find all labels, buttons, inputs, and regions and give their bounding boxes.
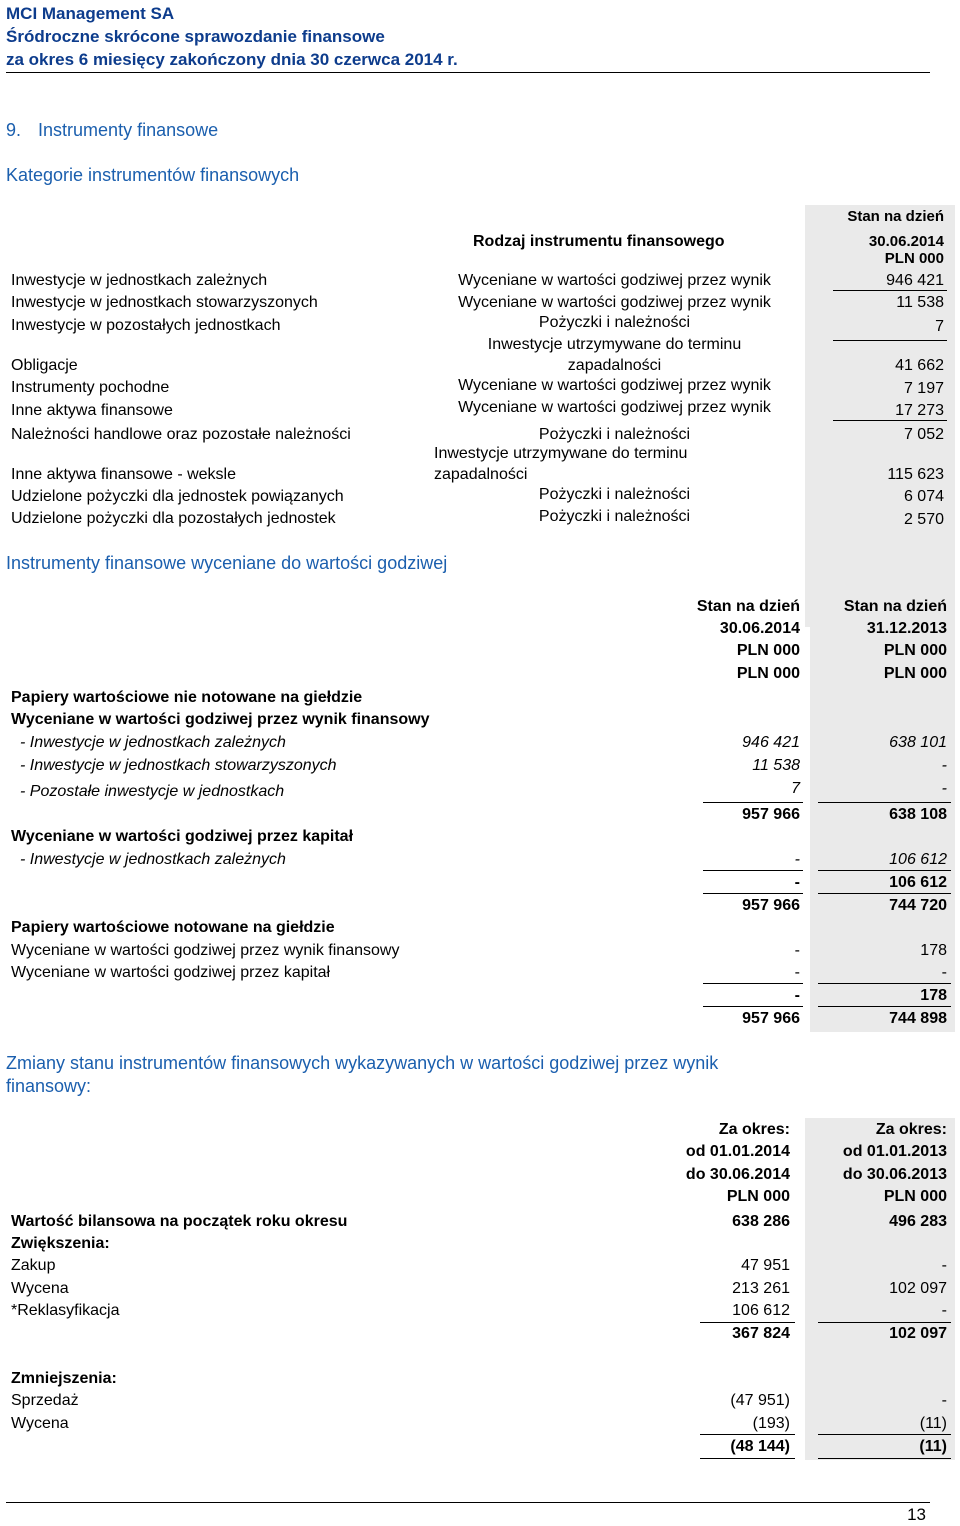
t1-col-type: Rodzaj instrumentu finansowego [473, 233, 725, 250]
ch-col1-l4: PLN 000 [726, 1188, 790, 1205]
row-type: Pożyczki i należności [538, 508, 691, 525]
page-number: 13 [907, 1505, 926, 1524]
ch-col1-l2: od 01.01.2014 [685, 1143, 790, 1160]
row-type: Wyceniane w wartości godziwej przez wynik [458, 272, 771, 289]
item-v2: - [941, 1392, 947, 1409]
fv-total-v1: 957 966 [742, 1010, 800, 1027]
fv-total-v2: 744 720 [889, 897, 947, 914]
header-divider [6, 72, 930, 73]
underline [703, 893, 803, 894]
row-value: 7 052 [903, 426, 944, 443]
row-type-line1: Inwestycje utrzymywane do terminu [434, 445, 688, 462]
section-number: 9. [6, 120, 22, 140]
row-value: 17 273 [895, 402, 944, 419]
fv-subtotal-v2: 106 612 [889, 874, 947, 891]
list-item: Wycena [11, 1415, 69, 1432]
decreases-total-v2: (11) [919, 1438, 947, 1455]
underline [833, 420, 947, 421]
fv-row-v1: - [794, 942, 800, 959]
table-row: Udzielone pożyczki dla jednostek powiązanych [11, 488, 344, 505]
report-period: za okres 6 miesięcy zakończony dnia 30 czerwca 2014 r. [6, 50, 458, 69]
decreases-total-v1: (48 144) [730, 1438, 790, 1455]
fv-col2-l4: PLN 000 [883, 665, 947, 682]
table-row: Instrumenty pochodne [11, 379, 170, 396]
changes-section-title-line1: Zmiany stanu instrumentów finansowych wykazywanych w wartości godziwej przez wynik [6, 1053, 719, 1073]
row-value: 2 570 [903, 511, 944, 528]
underline [818, 1434, 951, 1435]
row-type: Pożyczki i należności [538, 426, 691, 443]
list-item: Sprzedaż [11, 1392, 79, 1409]
underline [818, 1458, 951, 1459]
ch-col2-l2: od 01.01.2013 [842, 1143, 947, 1160]
row-type: Pożyczki i należności [538, 314, 691, 331]
fv-col1-l3: PLN 000 [736, 642, 800, 659]
ch-col2-l1: Za okres: [875, 1121, 947, 1138]
fv-col1-l1: Stan na dzień [696, 598, 800, 615]
fv-row-v1: - [794, 851, 800, 868]
row-value: 7 197 [903, 380, 944, 397]
underline [703, 983, 803, 984]
row-type: Wyceniane w wartości godziwej przez wynik [458, 399, 771, 416]
footer-divider [6, 1502, 930, 1503]
table-row: Inwestycje w jednostkach zależnych [11, 272, 268, 289]
fv-row-v1: 11 538 [752, 757, 800, 774]
underline [703, 1006, 803, 1007]
company-name: MCI Management SA [6, 4, 175, 23]
fv-row-label: - Inwestycje w jednostkach zależnych [20, 734, 286, 751]
fv-row-v2: - [941, 757, 947, 774]
t1-col-value-l1: Stan na dzień [847, 208, 944, 225]
row-value: 946 421 [886, 272, 944, 289]
fv-subtotal-v1: - [794, 987, 800, 1004]
underline [818, 802, 951, 803]
opening-balance-label: Wartość bilansowa na początek roku okresu [11, 1213, 348, 1230]
fv-row-v2: 638 101 [889, 734, 947, 751]
t1-col-value-l3: PLN 000 [884, 250, 944, 267]
section-heading [6, 120, 218, 141]
item-v1: (193) [752, 1415, 790, 1432]
underline [703, 870, 803, 871]
underline [818, 983, 951, 984]
changes-section-title-line2: finansowy: [6, 1076, 92, 1096]
underline [818, 893, 951, 894]
underline [700, 1434, 795, 1435]
unlisted-heading: Papiery wartościowe nie notowane na giełdzie [11, 689, 363, 706]
row-type: Pożyczki i należności [538, 486, 691, 503]
fv-col2-l2: 31.12.2013 [866, 620, 947, 637]
row-value: 115 623 [887, 466, 944, 483]
table-row: Inne aktywa finansowe [11, 402, 173, 419]
fv-subtotal-v1: 957 966 [742, 806, 800, 823]
item-v1: 47 951 [741, 1257, 790, 1274]
ch-col2-l3: do 30.06.2013 [842, 1166, 947, 1183]
underline [833, 340, 947, 341]
item-v2: (11) [919, 1415, 947, 1432]
row-type-line2: zapadalności [434, 466, 528, 483]
item-v1: 106 612 [732, 1302, 790, 1319]
underline [833, 290, 947, 291]
row-type-line2: zapadalności [567, 357, 662, 374]
fv-row-v2: 106 612 [889, 851, 947, 868]
fv-total-v1: 957 966 [742, 897, 800, 914]
underline [700, 1458, 795, 1459]
item-v2: - [941, 1257, 947, 1274]
fv-col1-l4: PLN 000 [736, 665, 800, 682]
table-row: Inne aktywa finansowe - weksle [11, 466, 236, 483]
item-v1: (47 951) [730, 1392, 790, 1409]
row-type-line1: Inwestycje utrzymywane do terminu [487, 336, 742, 353]
fvoci-heading: Wyceniane w wartości godziwej przez kapitał [11, 828, 354, 845]
row-type: Wyceniane w wartości godziwej przez wynik [458, 377, 771, 394]
decreases-heading: Zmniejszenia: [11, 1370, 117, 1387]
list-item: Zakup [11, 1257, 56, 1274]
ch-col1-l3: do 30.06.2014 [685, 1166, 790, 1183]
fv-col2-l1: Stan na dzień [843, 598, 947, 615]
section-subtitle: Kategorie instrumentów finansowych [6, 165, 300, 185]
table-row: Obligacje [11, 357, 78, 374]
listed-heading: Papiery wartościowe notowane na giełdzie [11, 919, 335, 936]
fv-row-v1: 7 [791, 780, 800, 797]
table-row: Inwestycje w jednostkach stowarzyszonych [11, 294, 318, 311]
table-row: Inwestycje w pozostałych jednostkach [11, 317, 281, 334]
underline [703, 802, 803, 803]
opening-v2: 496 283 [889, 1213, 947, 1230]
item-v2: - [941, 1302, 947, 1319]
fv-row-v1: - [794, 964, 800, 981]
fv-row-label: Wyceniane w wartości godziwej przez wynik finansowy [11, 942, 400, 959]
opening-v1: 638 286 [732, 1213, 790, 1230]
increases-total-v2: 102 097 [889, 1325, 947, 1342]
ch-col2-l4: PLN 000 [883, 1188, 947, 1205]
fv-col1-l2: 30.06.2014 [719, 620, 800, 637]
row-value: 11 538 [896, 294, 944, 311]
increases-total-v1: 367 824 [732, 1325, 790, 1342]
fair-value-section-title: Instrumenty finansowe wyceniane do wartości godziwej [6, 553, 448, 573]
increases-heading: Zwiększenia: [11, 1235, 110, 1252]
fvpl-heading: Wyceniane w wartości godziwej przez wynik finansowy [11, 711, 430, 728]
row-value: 7 [935, 318, 944, 335]
fv-row-v2: 178 [920, 942, 947, 959]
fv-row-label: - Pozostałe inwestycje w jednostkach [20, 783, 285, 800]
fv-row-v1: 946 421 [742, 734, 800, 751]
row-type: Wyceniane w wartości godziwej przez wynik [458, 294, 771, 311]
row-value: 41 662 [895, 357, 944, 374]
fv-col2-l3: PLN 000 [883, 642, 947, 659]
fv-row-v2: - [941, 964, 947, 981]
item-v1: 213 261 [732, 1280, 790, 1297]
list-item: Wycena [11, 1280, 69, 1297]
fv-row-label: - Inwestycje w jednostkach stowarzyszonych [20, 757, 337, 774]
fv-total-v2: 744 898 [889, 1010, 947, 1027]
fv-subtotal-v2: 638 108 [889, 806, 947, 823]
table-row: Udzielone pożyczki dla pozostałych jednostek [11, 510, 336, 527]
fv-row-v2: - [941, 780, 947, 797]
section-title: Instrumenty finansowe [38, 120, 219, 140]
underline [700, 1322, 795, 1323]
table-row: Należności handlowe oraz pozostałe należności [11, 426, 351, 443]
underline [818, 1322, 951, 1323]
list-item: *Reklasyfikacja [11, 1302, 120, 1319]
item-v2: 102 097 [889, 1280, 947, 1297]
fv-row-label: - Inwestycje w jednostkach zależnych [20, 851, 286, 868]
fv-subtotal-v2: 178 [920, 987, 947, 1004]
fv-row-label: Wyceniane w wartości godziwej przez kapitał [11, 964, 331, 981]
t1-col-value-l2: 30.06.2014 [868, 233, 944, 250]
underline [818, 870, 951, 871]
report-title: Śródroczne skrócone sprawozdanie finansowe [6, 27, 385, 46]
row-value: 6 074 [903, 488, 944, 505]
fv-subtotal-v1: - [794, 874, 800, 891]
underline [818, 1006, 951, 1007]
ch-col1-l1: Za okres: [718, 1121, 790, 1138]
